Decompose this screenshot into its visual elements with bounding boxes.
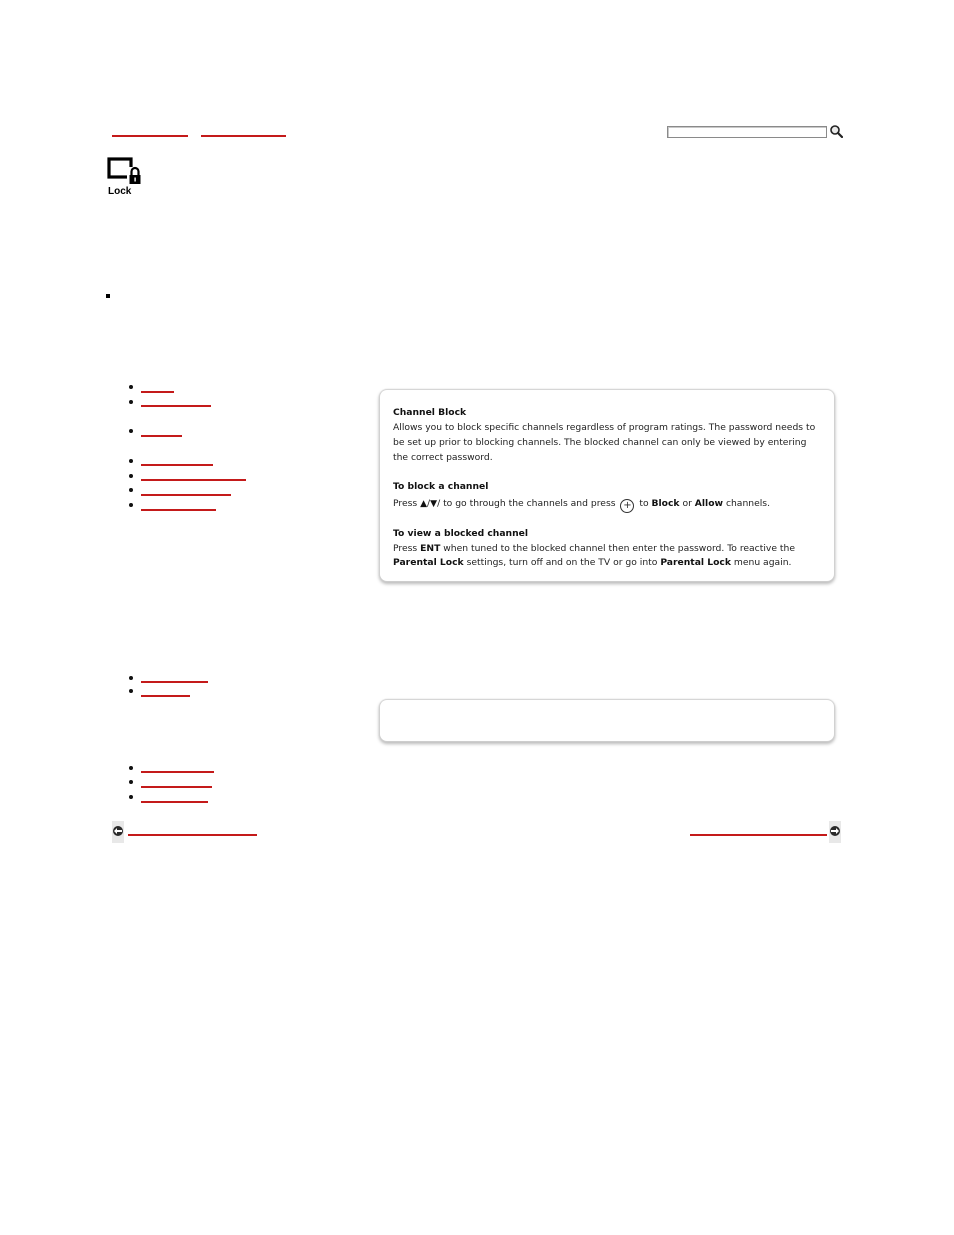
nav-link[interactable] xyxy=(141,435,182,437)
nav-link[interactable] xyxy=(141,695,190,697)
channel-block-panel xyxy=(380,390,834,581)
nav-link[interactable] xyxy=(141,405,211,407)
arrow-down-icon: ▼ xyxy=(430,499,438,509)
nav-link[interactable] xyxy=(141,801,208,803)
breadcrumb-link-1[interactable] xyxy=(112,135,188,137)
nav-link[interactable] xyxy=(141,509,216,511)
empty-panel xyxy=(380,700,834,741)
block-heading: To block a channel xyxy=(393,481,489,492)
next-page-button[interactable] xyxy=(829,821,841,843)
nav-link[interactable] xyxy=(141,786,212,788)
prev-page-button[interactable] xyxy=(112,821,124,843)
nav-link[interactable] xyxy=(141,494,231,496)
panel-heading: Channel Block xyxy=(393,407,467,418)
list-bullet xyxy=(106,294,110,298)
magnifier-icon[interactable] xyxy=(829,124,843,138)
nav-link[interactable] xyxy=(141,479,246,481)
breadcrumb-link-2[interactable] xyxy=(201,135,286,137)
lock-icon xyxy=(107,157,143,187)
panel-intro: Allows you to block specific channels regardless of program ratings. The password needs to be set up prior to blocking channels. The blocked channel can only be viewed by entering the correct password. xyxy=(393,422,816,463)
lock-label: Lock xyxy=(108,186,132,197)
view-heading: To view a blocked channel xyxy=(393,528,529,539)
view-instructions-1: Press ENT when tuned to the blocked channel then enter the password. To reactive the xyxy=(393,543,795,554)
nav-link[interactable] xyxy=(141,681,208,683)
nav-link[interactable] xyxy=(141,464,213,466)
nav-link[interactable] xyxy=(141,391,174,393)
arrow-up-icon: ▲ xyxy=(420,499,428,509)
plus-circle-icon: + xyxy=(620,499,634,513)
nav-link[interactable] xyxy=(141,771,214,773)
next-page-link[interactable] xyxy=(690,834,827,836)
search-input[interactable] xyxy=(667,126,827,138)
view-instructions-2: Parental Lock settings, turn off and on the TV or go into Parental Lock menu again. xyxy=(393,557,792,568)
block-instructions: Press ▲/▼/ to go through the channels and press + to Block or Allow channels. xyxy=(393,498,770,511)
prev-page-link[interactable] xyxy=(128,834,257,836)
